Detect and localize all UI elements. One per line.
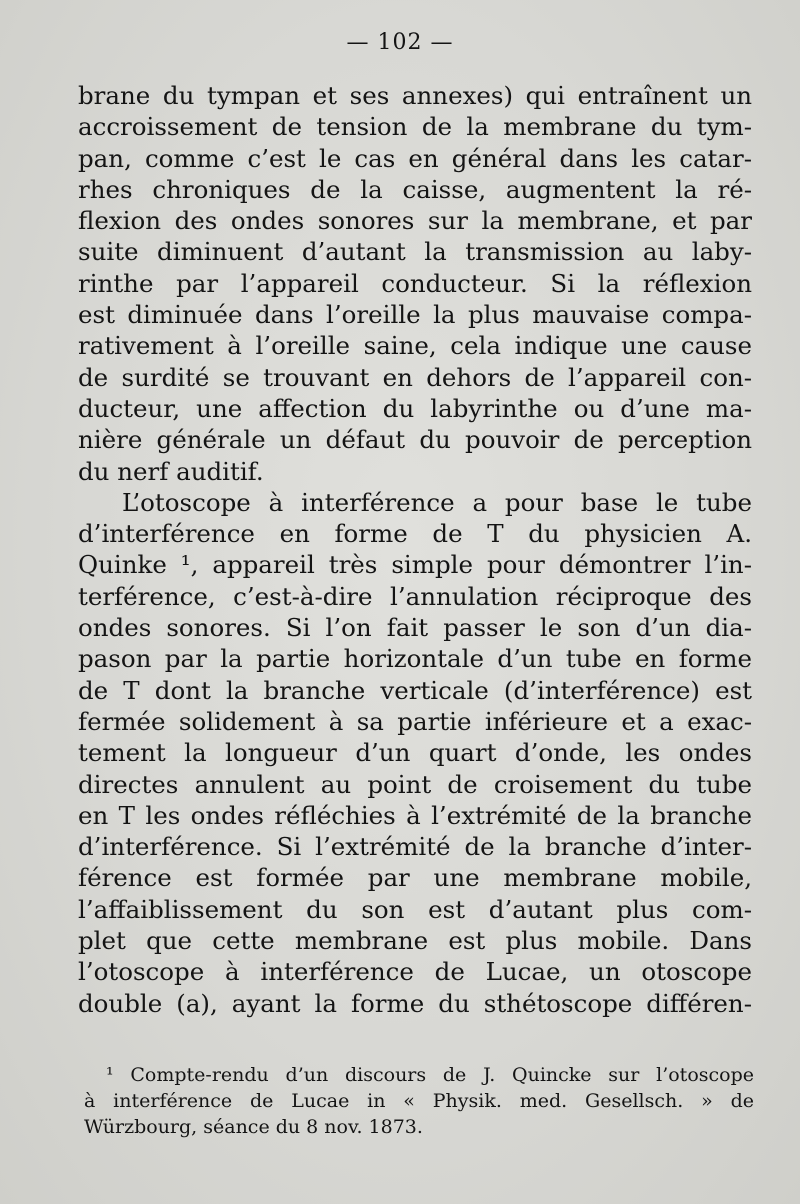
text-line: l’affaiblissement du son est d’autant plus com- (78, 894, 752, 924)
text-line: rinthe par l’appareil conducteur. Si la réflexion (78, 268, 752, 298)
footnote (84, 1062, 754, 1140)
text-line: d’interférence. Si l’extrémité de la branche d’inter- (78, 832, 752, 862)
paragraph-start-line: L’otoscope à interférence a pour base le tube (122, 487, 752, 517)
text-line: rativement à l’oreille saine, cela indique une cause (78, 331, 752, 361)
footnote-line: Würzbourg, séance du 8 nov. 1873. (84, 1116, 423, 1138)
text-line: ondes sonores. Si l’on fait passer le son d’un dia- (78, 613, 752, 643)
text-line: plet que cette membrane est plus mobile. Dans (78, 926, 752, 956)
text-line: Quinke ¹, appareil très simple pour démontrer l’in- (78, 550, 752, 580)
text-line: directes annulent au point de croisement du tube (78, 769, 752, 799)
text-line: en T les ondes réfléchies à l’extrémité de la branche (78, 800, 752, 830)
text-line: férence est formée par une membrane mobile, (78, 863, 752, 893)
text-line: tement la longueur d’un quart d’onde, les ondes (78, 738, 752, 768)
text-line: est diminuée dans l’oreille la plus mauvaise compa- (78, 300, 752, 330)
text-line: rhes chroniques de la caisse, augmentent la ré- (78, 174, 752, 204)
text-line: double (a), ayant la forme du sthétoscope différen- (78, 988, 752, 1018)
page-number: — 102 — (346, 30, 454, 55)
text-line: flexion des ondes sonores sur la membrane, et par (78, 206, 752, 236)
footnote-line: à interférence de Lucae in « Physik. med. Gesellsch. » de (84, 1090, 754, 1112)
text-line: du nerf auditif. (78, 456, 264, 486)
text-line: d’interférence en forme de T du physicien A. (78, 519, 752, 549)
text-line: de surdité se trouvant en dehors de l’appareil con- (78, 362, 752, 392)
text-line: brane du tympan et ses annexes) qui entraînent un (78, 81, 752, 110)
body-text (78, 80, 752, 1019)
text-line: pason par la partie horizontale d’un tube en forme (78, 644, 752, 674)
text-line: ducteur, une affection du labyrinthe ou d’une ma- (78, 393, 752, 423)
text-line: accroissement de tension de la membrane du tym- (78, 112, 752, 142)
text-line: nière générale un défaut du pouvoir de perception (78, 425, 752, 455)
text-line: terférence, c’est-à-dire l’annulation réciproque des (78, 581, 752, 611)
text-line: de T dont la branche verticale (d’interférence) est (78, 675, 752, 705)
text-line: pan, comme c’est le cas en général dans les catar- (78, 143, 752, 173)
text-line: fermée solidement à sa partie inférieure et a exac- (78, 706, 752, 736)
text-line: l’otoscope à interférence de Lucae, un otoscope (78, 957, 752, 987)
footnote-line: ¹ Compte-rendu d’un discours de J. Quincke sur l’otoscope (106, 1064, 754, 1086)
text-line: suite diminuent d’autant la transmission au laby- (78, 237, 752, 267)
